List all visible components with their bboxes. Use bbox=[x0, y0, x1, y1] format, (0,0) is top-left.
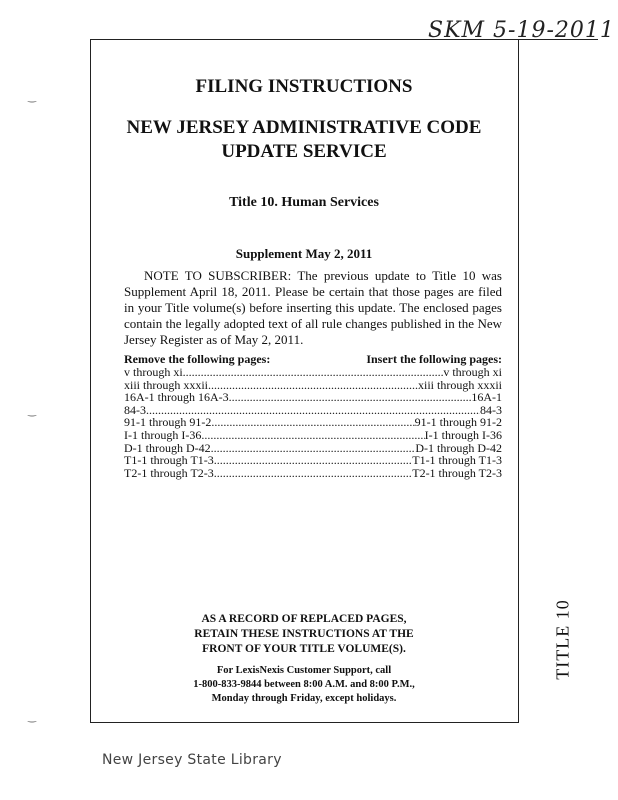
punch-mark: ‿ bbox=[28, 406, 37, 417]
code-title: NEW JERSEY ADMINISTRATIVE CODE bbox=[126, 117, 482, 138]
page-row bbox=[124, 391, 502, 404]
title-heading: Title 10. Human Services bbox=[229, 195, 379, 210]
remove-pages: T2-1 through T2-3 bbox=[124, 465, 214, 480]
remove-pages: v through xi bbox=[124, 365, 183, 379]
frame-top-rule bbox=[90, 39, 518, 40]
pages-table bbox=[124, 352, 502, 479]
frame-right-rule bbox=[518, 39, 519, 723]
note-text: The previous update to Title 10 was Supplement April 18, 2011. Please be certain that those pages are filed in your Title volume(s) before inserting this update. The enclosed pages contain the legally adopted text of all rule changes published in the New Jersey Register as of May 2, 2011. bbox=[124, 268, 502, 347]
note-lead: NOTE TO SUBSCRIBER: bbox=[144, 268, 292, 283]
insert-pages: I-1 through I-36 bbox=[424, 427, 502, 442]
service-title: UPDATE SERVICE bbox=[221, 141, 387, 162]
supplement-date: Supplement May 2, 2011 bbox=[235, 246, 373, 261]
remove-header: Remove the following pages: bbox=[124, 352, 271, 366]
insert-pages: T1-1 through T1-3 bbox=[412, 453, 502, 468]
remove-pages: xiii through xxxii bbox=[124, 377, 208, 392]
page-row bbox=[124, 429, 502, 442]
support-line: Monday through Friday, except holidays. bbox=[211, 693, 397, 704]
pages-table-header bbox=[124, 352, 502, 366]
page-row bbox=[124, 467, 502, 480]
insert-pages: 84-3 bbox=[480, 402, 502, 417]
remove-pages: 84-3 bbox=[124, 402, 146, 417]
punch-mark: ‿ bbox=[28, 712, 37, 723]
insert-pages: v through xi bbox=[443, 365, 502, 379]
library-stamp: New Jersey State Library bbox=[102, 752, 282, 768]
insert-pages: T2-1 through T2-3 bbox=[412, 465, 502, 480]
title-tab bbox=[548, 583, 578, 695]
remove-pages: I-1 through I-36 bbox=[124, 427, 202, 442]
tab-top-rule bbox=[518, 39, 598, 40]
remove-pages: 16A-1 through 16A-3 bbox=[124, 390, 229, 405]
record-line: RETAIN THESE INSTRUCTIONS AT THE bbox=[194, 628, 414, 640]
insert-pages: xiii through xxxii bbox=[418, 377, 502, 392]
support-line: For LexisNexis Customer Support, call bbox=[216, 665, 392, 676]
tab-label: TITLE 10 bbox=[552, 598, 573, 680]
remove-pages: T1-1 through T1-3 bbox=[124, 453, 214, 468]
record-instructions bbox=[90, 612, 518, 657]
handwritten-initials: SKM 5-19-2011 bbox=[428, 18, 615, 43]
remove-pages: D-1 through D-42 bbox=[124, 440, 211, 455]
page-title: FILING INSTRUCTIONS bbox=[195, 76, 413, 97]
page-row bbox=[124, 366, 502, 379]
insert-pages: 91-1 through 91-2 bbox=[414, 415, 502, 430]
support-line: 1-800-833-9844 between 8:00 A.M. and 8:00 P.M., bbox=[193, 679, 415, 690]
record-line: FRONT OF YOUR TITLE VOLUME(S). bbox=[202, 643, 406, 655]
insert-pages: 16A-1 bbox=[471, 390, 502, 405]
record-line: AS A RECORD OF REPLACED PAGES, bbox=[201, 613, 407, 625]
customer-support bbox=[90, 664, 518, 706]
insert-header: Insert the following pages: bbox=[366, 352, 502, 366]
subscriber-note bbox=[124, 268, 502, 348]
insert-pages: D-1 through D-42 bbox=[415, 440, 502, 455]
remove-pages: 91-1 through 91-2 bbox=[124, 415, 212, 430]
page-row bbox=[124, 454, 502, 467]
frame-bottom-rule bbox=[90, 722, 518, 723]
punch-mark: ‿ bbox=[28, 92, 37, 103]
